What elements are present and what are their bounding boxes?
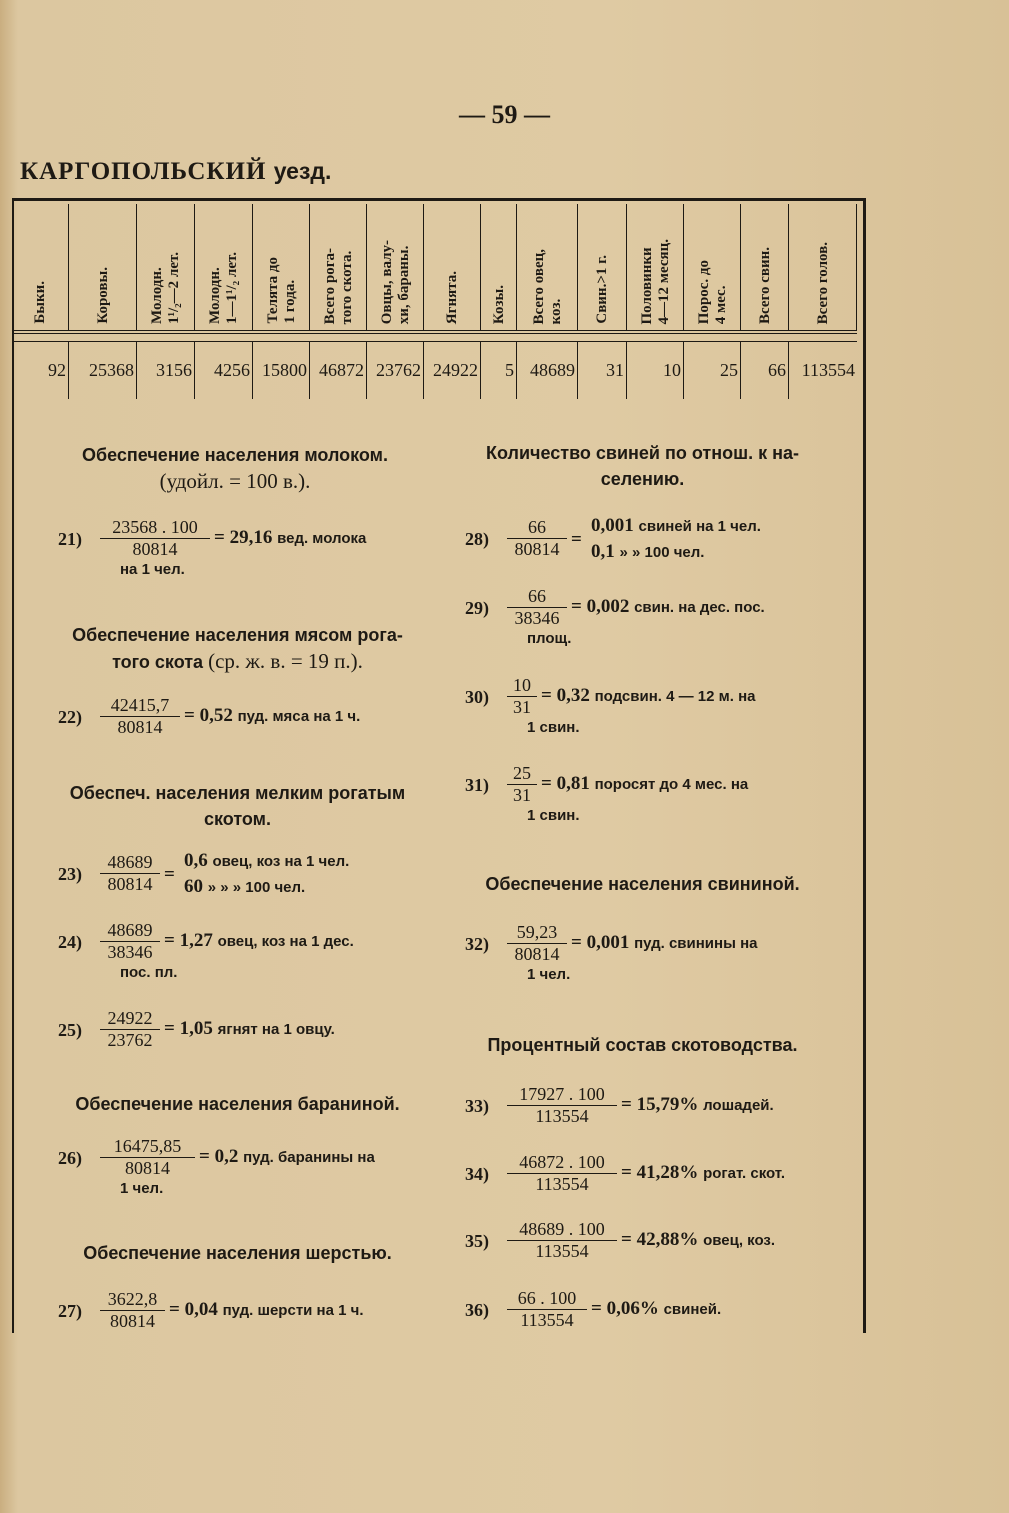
- formula-result: [621, 1229, 775, 1251]
- formula-number: 33): [465, 1096, 489, 1116]
- result-text: овец, коз на 1 чел.: [212, 853, 350, 870]
- result-value: 0,001: [591, 515, 634, 536]
- value-cell: 92: [12, 341, 69, 399]
- header-label: Всего голов.: [814, 241, 831, 324]
- fraction: [100, 517, 210, 560]
- fraction: [100, 1008, 160, 1051]
- result-text: пуд. свинины на: [634, 935, 758, 952]
- fraction-numerator: 24922: [100, 1008, 160, 1030]
- header-cell: [12, 204, 69, 330]
- value-cell: 25368: [69, 341, 137, 399]
- formula-number: 23): [58, 864, 82, 884]
- header-cell: [310, 204, 367, 330]
- result-value: = 41,28%: [621, 1162, 699, 1183]
- formula-number: 35): [465, 1231, 489, 1251]
- header-cell: [517, 204, 578, 330]
- fraction-numerator: 16475,85: [100, 1136, 195, 1158]
- fraction: [100, 1289, 165, 1332]
- result-text: овец, коз.: [703, 1232, 776, 1249]
- fraction-numerator: 48689: [100, 920, 160, 942]
- fraction-numerator: 66: [507, 517, 567, 539]
- section-title: Обеспеч. населения мелким рогатым: [69, 783, 406, 803]
- formula-number: 29): [465, 598, 489, 618]
- result-value: = 0,04: [169, 1299, 218, 1320]
- fraction-numerator: 17927 . 100: [507, 1084, 617, 1106]
- page-title: [20, 158, 331, 186]
- formula-number: 28): [465, 529, 489, 549]
- fraction-numerator: 23568 . 100: [100, 517, 210, 539]
- result-text: пуд. баранины на: [243, 1149, 375, 1166]
- fraction-numerator: 42415,7: [100, 695, 180, 717]
- header-label: Ягнята.: [444, 270, 460, 324]
- result-text: ягнят на 1 овцу.: [217, 1021, 335, 1038]
- result-text: пуд. шерсти на 1 ч.: [222, 1302, 364, 1319]
- result-text: » » 100 чел.: [619, 544, 705, 561]
- header-cell: [741, 204, 789, 330]
- value-cell: 113554: [801, 360, 855, 380]
- formula-result: [591, 1298, 721, 1320]
- fraction-denominator: 113554: [535, 1174, 589, 1194]
- formula-continuation: 1 свин.: [527, 719, 580, 736]
- section-title: Процентный состав скотоводства.: [487, 1035, 798, 1055]
- fraction: [507, 1288, 587, 1331]
- formula-number: 22): [58, 707, 82, 727]
- value-cell: 24922: [424, 341, 481, 399]
- fraction-numerator: 66 . 100: [507, 1288, 587, 1310]
- header-cell: [137, 204, 195, 330]
- formula-continuation: 1 свин.: [527, 807, 580, 824]
- result-value: = 0,06%: [591, 1298, 659, 1319]
- formula-continuation: 1 чел.: [527, 966, 571, 983]
- section-title-cont: того скота: [112, 652, 204, 672]
- value-cell: 10: [627, 341, 684, 399]
- formula-result: [164, 930, 354, 952]
- header-label: Свин.>1 г.: [594, 255, 610, 324]
- result-text: овец, коз на 1 дес.: [217, 933, 354, 950]
- formula-number: 34): [465, 1164, 489, 1184]
- formula-result: [164, 1018, 335, 1040]
- formula-result: [591, 515, 761, 537]
- fraction: [100, 695, 180, 738]
- result-value: = 1,05: [164, 1018, 213, 1039]
- fraction-denominator: 80814: [117, 717, 163, 737]
- header-label: Молодн. 1—1¹/₂ лет.: [207, 252, 240, 324]
- result-text: подсвин. 4 — 12 м. на: [594, 688, 756, 705]
- result-value: = 0,002: [571, 596, 630, 617]
- result-text: поросят до 4 мес. на: [594, 776, 749, 793]
- value-cell: 46872: [310, 341, 367, 399]
- section-mutton: [40, 1091, 435, 1117]
- header-label: Молодн. 1¹/₂—2 лет.: [149, 252, 182, 324]
- result-text: » » » 100 чел.: [207, 879, 306, 896]
- formula-number: 24): [58, 932, 82, 952]
- formula-result: [184, 705, 360, 727]
- fraction-numerator: 25: [507, 763, 537, 785]
- section-subtitle: (удойл. = 100 в.).: [159, 469, 311, 493]
- header-divider: [12, 333, 857, 334]
- fraction-denominator: 80814: [514, 944, 560, 964]
- section-percent: [445, 1032, 840, 1058]
- header-label: Всего рога- того скота.: [321, 247, 355, 324]
- result-value: = 29,16: [214, 527, 273, 548]
- section-title: Обеспечение населения свининой.: [485, 874, 800, 894]
- formula-number: 30): [465, 687, 489, 707]
- section-subtitle: (ср. ж. в. = 19 п.).: [208, 649, 363, 673]
- header-cell: [684, 204, 741, 330]
- fraction: [507, 586, 567, 629]
- header-label: Быки.: [32, 281, 48, 324]
- result-value: 60: [184, 876, 203, 897]
- formula-number: 21): [58, 529, 82, 549]
- value-cell: 31: [578, 341, 627, 399]
- header-cell: [424, 204, 481, 330]
- fraction-denominator: 38346: [514, 608, 560, 628]
- header-cell: [578, 204, 627, 330]
- page-number: — 59 —: [459, 100, 550, 129]
- fraction-denominator: 80814: [107, 874, 153, 894]
- section-wool: [40, 1240, 435, 1266]
- formula-result: [571, 596, 765, 618]
- section-pigs-ratio: [445, 440, 840, 492]
- value-cell: 25: [684, 341, 741, 399]
- table-header: [12, 204, 857, 331]
- table-values-row: [12, 341, 857, 399]
- fraction: [507, 1219, 617, 1262]
- fraction: [100, 920, 160, 963]
- header-label: Всего свин.: [756, 247, 773, 324]
- fraction: [507, 675, 537, 718]
- fraction-denominator: 80814: [514, 539, 560, 559]
- formula-result: [541, 773, 748, 795]
- formula-continuation: пос. пл.: [120, 964, 178, 981]
- header-label: Порос. до 4 мес.: [695, 259, 729, 324]
- section-title-cont: скотом.: [204, 809, 271, 829]
- title-main: КАРГОПОЛЬСКИЙ: [20, 158, 267, 185]
- section-beef: [40, 622, 435, 675]
- section-small-cattle: [40, 780, 435, 832]
- formula-result: [184, 876, 305, 898]
- value-cell: 4256: [195, 341, 253, 399]
- fraction-denominator: 80814: [125, 1158, 170, 1178]
- equals-sign: =: [164, 864, 175, 885]
- result-value: = 15,79%: [621, 1094, 699, 1115]
- formula-continuation: 1 чел.: [120, 1180, 164, 1197]
- fraction-denominator: 113554: [535, 1241, 589, 1261]
- result-text: лошадей.: [703, 1097, 774, 1114]
- fraction-denominator: 113554: [520, 1310, 574, 1330]
- fraction: [507, 1152, 617, 1195]
- fraction-denominator: 23762: [107, 1030, 153, 1050]
- fraction-numerator: 46872 . 100: [507, 1152, 617, 1174]
- result-value: = 0,2: [199, 1146, 239, 1167]
- formula-result: [214, 527, 366, 549]
- header-cell: [69, 204, 137, 330]
- header-cell: [367, 204, 424, 330]
- formula-continuation: площ.: [527, 630, 572, 647]
- fraction-denominator: 80814: [132, 539, 178, 559]
- fraction-numerator: 59,23: [507, 922, 567, 944]
- result-text: вед. молока: [277, 530, 367, 547]
- header-cell: [253, 204, 310, 330]
- fraction-numerator: 48689: [100, 852, 160, 874]
- fraction-denominator: 80814: [110, 1311, 155, 1331]
- section-title: Обеспечение населения мясом рога-: [72, 625, 403, 645]
- formula-number: 32): [465, 934, 489, 954]
- fraction-denominator: 31: [513, 785, 531, 805]
- fraction: [100, 1136, 195, 1179]
- header-label: Всего овец, коз.: [530, 248, 564, 324]
- value-cell: 48689: [517, 341, 578, 399]
- fraction-numerator: 3622,8: [100, 1289, 165, 1311]
- result-text: пуд. мяса на 1 ч.: [237, 708, 361, 725]
- fraction: [507, 1084, 617, 1127]
- header-cell: [789, 204, 857, 330]
- value-cell: 23762: [367, 341, 424, 399]
- formula-result: [169, 1299, 364, 1321]
- formula-result: [541, 685, 755, 707]
- result-text: свиней на 1 чел.: [638, 518, 761, 535]
- result-text: свин. на дес. пос.: [634, 599, 765, 616]
- result-value: = 0,32: [541, 685, 590, 706]
- formula-number: 26): [58, 1148, 82, 1168]
- result-value: 0,1: [591, 541, 615, 562]
- fraction: [507, 763, 537, 806]
- result-value: = 42,88%: [621, 1229, 699, 1250]
- fraction-numerator: 66: [507, 586, 567, 608]
- fraction-denominator: 31: [513, 697, 531, 717]
- result-value: 0,6: [184, 850, 208, 871]
- section-milk: [40, 442, 430, 494]
- formula-result: [184, 850, 349, 872]
- formula-number: 27): [58, 1301, 82, 1321]
- fraction-numerator: 10: [507, 675, 537, 697]
- formula-number: 25): [58, 1020, 82, 1040]
- value-cell: 3156: [137, 341, 195, 399]
- value-cell: 5: [481, 341, 517, 399]
- result-value: = 1,27: [164, 930, 213, 951]
- formula-result: [571, 932, 757, 954]
- fraction: [100, 852, 160, 895]
- formula-number: 36): [465, 1300, 489, 1320]
- header-label: Половинки 4—12 месяц.: [638, 238, 672, 324]
- result-value: = 0,001: [571, 932, 630, 953]
- section-pork: [445, 871, 840, 897]
- equals-sign: =: [571, 529, 582, 550]
- header-cell: [195, 204, 253, 330]
- value-cell: 66: [741, 341, 789, 399]
- section-title-cont: селению.: [600, 469, 685, 489]
- header-label: Козы.: [490, 284, 507, 324]
- fraction-denominator: 113554: [535, 1106, 589, 1126]
- section-title: Обеспечение населения бараниной.: [75, 1094, 400, 1114]
- result-value: = 0,81: [541, 773, 590, 794]
- fraction: [507, 517, 567, 560]
- formula-result: [621, 1162, 785, 1184]
- header-label: Телята до 1 года.: [264, 257, 298, 324]
- title-suffix: уезд.: [273, 158, 332, 184]
- formula-result: [591, 541, 704, 563]
- header-label: Овцы, валу- хи, бараны.: [378, 239, 412, 324]
- fraction-denominator: 38346: [107, 942, 153, 962]
- section-title: Количество свиней по отнош. к на-: [486, 443, 799, 463]
- header-cell: [627, 204, 684, 330]
- section-title: Обеспечение населения шерстью.: [83, 1243, 392, 1263]
- formula-result: [199, 1146, 375, 1168]
- header-cell: [481, 204, 517, 330]
- result-text: свиней.: [663, 1301, 722, 1318]
- result-text: рогат. скот.: [703, 1165, 785, 1182]
- header-label: Коровы.: [94, 267, 111, 324]
- formula-number: 31): [465, 775, 489, 795]
- section-title: Обеспечение населения молоком.: [82, 445, 388, 465]
- formula-continuation: на 1 чел.: [120, 561, 185, 578]
- value-cell: 15800: [253, 341, 310, 399]
- fraction: [507, 922, 567, 965]
- fraction-numerator: 48689 . 100: [507, 1219, 617, 1241]
- result-value: = 0,52: [184, 705, 233, 726]
- formula-result: [621, 1094, 774, 1116]
